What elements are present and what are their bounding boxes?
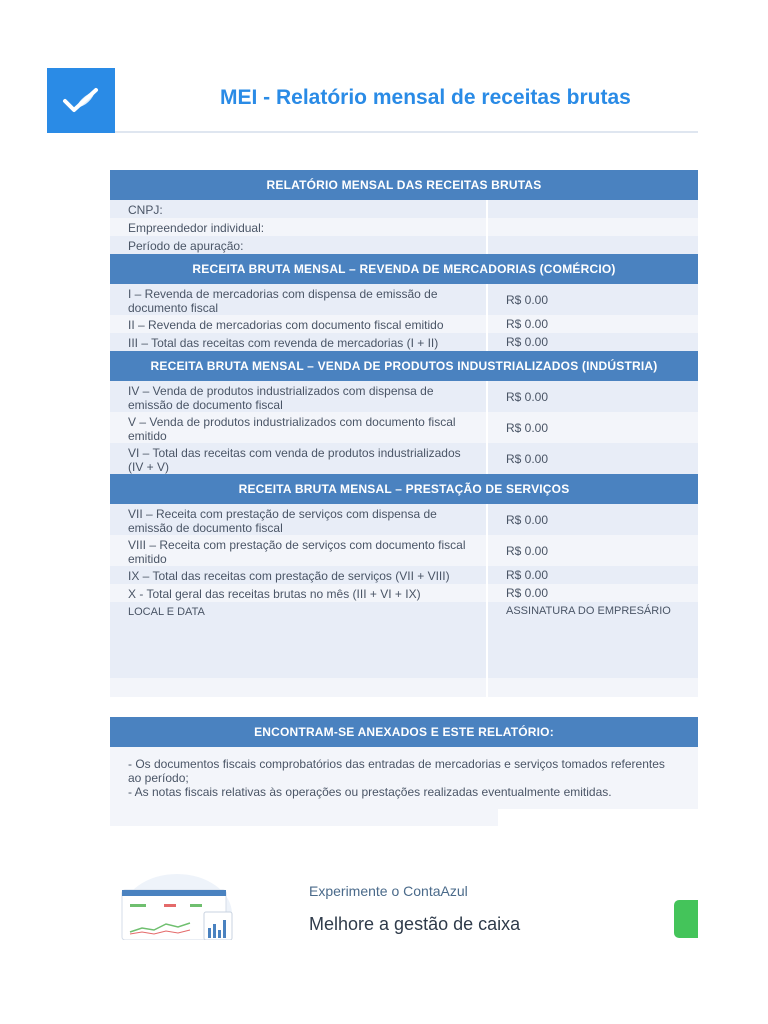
cnpj-field[interactable]	[488, 200, 698, 218]
table-row	[110, 315, 698, 333]
table-row	[110, 504, 698, 535]
page-title: MEI - Relatório mensal de receitas brutas	[220, 86, 631, 109]
row-label: VI – Total das receitas com venda de produtos industrializados (IV + V)	[110, 443, 488, 474]
spacer-cell	[488, 678, 698, 697]
field-label: CNPJ:	[110, 200, 488, 218]
signature-label: ASSINATURA DO EMPRESÁRIO	[506, 605, 671, 617]
row-label: X - Total geral das receitas brutas no mês (III + VI + IX)	[110, 584, 488, 602]
row-value[interactable]: R$ 0.00	[506, 389, 549, 404]
table-row	[110, 412, 698, 443]
promo-cta-button[interactable]	[674, 900, 698, 938]
period-field[interactable]	[488, 236, 698, 254]
table-row	[110, 566, 698, 584]
entrepreneur-field[interactable]	[488, 218, 698, 236]
checkmark-leaf-icon	[62, 86, 100, 116]
report-form	[110, 170, 698, 826]
annex-line: - As notas fiscais relativas às operações ou prestações realizadas eventualmente emitidas.	[128, 785, 612, 799]
section-heading-commerce: RECEITA BRUTA MENSAL – REVENDA DE MERCADORIAS (COMÉRCIO)	[110, 254, 698, 284]
footer-strip	[110, 809, 498, 826]
logo	[47, 68, 115, 133]
promo-title: Melhore a gestão de caixa	[309, 914, 521, 934]
promo-subtitle: Experimente o ContaAzul	[309, 883, 468, 899]
spacer-cell	[110, 678, 488, 697]
field-label: Período de apuração:	[110, 236, 488, 254]
spacer-row	[110, 678, 698, 697]
row-label: IX – Total das receitas com prestação de serviços (VII + VIII)	[110, 566, 488, 584]
annex-body	[110, 747, 698, 809]
table-row	[110, 443, 698, 474]
signature-field[interactable]	[488, 620, 698, 678]
field-row-entrepreneur	[110, 218, 698, 236]
table-row	[110, 333, 698, 351]
dashboard-devices-illustration	[120, 874, 235, 940]
local-date-field[interactable]	[110, 620, 488, 678]
row-label: III – Total das receitas com revenda de mercadorias (I + II)	[110, 333, 488, 351]
section-gap	[110, 697, 698, 717]
row-value[interactable]: R$ 0.00	[506, 335, 549, 349]
local-date-label: LOCAL E DATA	[110, 602, 488, 620]
row-value[interactable]: R$ 0.00	[506, 543, 549, 558]
row-label: IV – Venda de produtos industrializados com dispensa de emissão de documento fiscal	[110, 381, 488, 412]
row-label: V – Venda de produtos industrializados com documento fiscal emitido	[110, 412, 488, 443]
row-value[interactable]: R$ 0.00	[506, 292, 549, 307]
row-value[interactable]: R$ 0.00	[506, 420, 549, 435]
report-heading: RELATÓRIO MENSAL DAS RECEITAS BRUTAS	[110, 170, 698, 200]
row-label: I – Revenda de mercadorias com dispensa de emissão de documento fiscal	[110, 284, 488, 315]
row-label: VII – Receita com prestação de serviços com dispensa de emissão de documento fiscal	[110, 504, 488, 535]
row-label: VIII – Receita com prestação de serviços com documento fiscal emitido	[110, 535, 488, 566]
field-row-cnpj	[110, 200, 698, 218]
title-divider	[115, 131, 698, 133]
row-value[interactable]: R$ 0.00	[506, 317, 549, 331]
table-row	[110, 535, 698, 566]
row-value[interactable]: R$ 0.00	[506, 451, 549, 466]
row-label: II – Revenda de mercadorias com documento fiscal emitido	[110, 315, 488, 333]
annex-line: - Os documentos fiscais comprobatórios das entradas de mercadorias e serviços tomados referentes ao período;	[128, 757, 665, 785]
table-row	[110, 584, 698, 602]
row-value[interactable]: R$ 0.00	[506, 586, 549, 600]
field-label: Empreendedor individual:	[110, 218, 488, 236]
table-row	[110, 381, 698, 412]
signature-header-row	[110, 602, 698, 620]
table-row	[110, 284, 698, 315]
section-heading-industry: RECEITA BRUTA MENSAL – VENDA DE PRODUTOS INDUSTRIALIZADOS (INDÚSTRIA)	[110, 351, 698, 381]
section-heading-services: RECEITA BRUTA MENSAL – PRESTAÇÃO DE SERVIÇOS	[110, 474, 698, 504]
annex-heading: ENCONTRAM-SE ANEXADOS E ESTE RELATÓRIO:	[110, 717, 698, 747]
row-value[interactable]: R$ 0.00	[506, 512, 549, 527]
field-row-period	[110, 236, 698, 254]
row-value[interactable]: R$ 0.00	[506, 568, 549, 582]
signature-area	[110, 620, 698, 678]
